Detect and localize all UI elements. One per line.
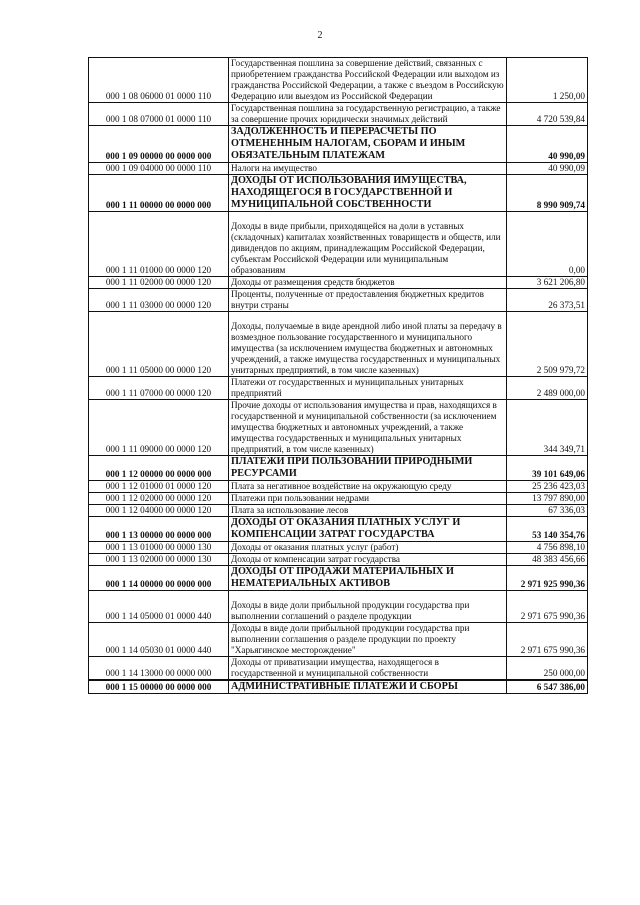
row-amount: 67 336,03 [507,505,588,517]
budget-code: 000 1 14 00000 00 0000 000 [89,566,229,591]
budget-code: 000 1 11 02000 00 0000 120 [89,277,229,289]
budget-code: 000 1 12 04000 00 0000 120 [89,505,229,517]
row-amount: 8 990 909,74 [507,175,588,212]
table-row [89,542,588,554]
revenue-table [88,57,588,694]
row-description: ДОХОДЫ ОТ ИСПОЛЬЗОВАНИЯ ИМУЩЕСТВА, НАХОДЯЩЕГОСЯ В ГОСУДАРСТВЕННОЙ И МУНИЦИПАЛЬНОЙ СОБСТВЕННОСТИ [229,175,507,212]
row-amount: 4 756 898,10 [507,542,588,554]
table-row [89,400,588,456]
table-row [89,163,588,175]
budget-code: 000 1 14 05030 01 0000 440 [89,623,229,657]
row-description: ЗАДОЛЖЕННОСТЬ И ПЕРЕРАСЧЕТЫ ПО ОТМЕНЕННЫМ НАЛОГАМ, СБОРАМ И ИНЫМ ОБЯЗАТЕЛЬНЫМ ПЛАТЕЖАМ [229,126,507,163]
row-description: Прочие доходы от использования имущества и прав, находящихся в государственной и муниципальной собственности (за исключением имущества бюджетных и автономных учреждений, а также имущества государственных и муниципальных унитарных предприятий, в том числе казенных) [229,400,507,456]
budget-code: 000 1 09 04000 00 0000 110 [89,163,229,175]
table-row [89,554,588,566]
row-description: Доходы в виде доли прибыльной продукции государства при выполнении соглашения о разделе продукции по проекту "Харьягинское месторождение" [229,623,507,657]
row-amount: 2 509 979,72 [507,312,588,377]
table-row-section [89,566,588,591]
budget-code: 000 1 12 02000 00 0000 120 [89,493,229,505]
row-amount: 48 383 456,66 [507,554,588,566]
row-description: Плата за негативное воздействие на окружающую среду [229,481,507,493]
table-row-section [89,126,588,163]
budget-code: 000 1 14 13000 00 0000 000 [89,657,229,681]
row-amount: 2 971 925 990,36 [507,566,588,591]
row-amount: 25 236 423,03 [507,481,588,493]
row-amount: 26 373,51 [507,289,588,312]
table-row-section [89,517,588,542]
row-description: Государственная пошлина за совершение действий, связанных с приобретением гражданства Российской Федерации или выходом из гражданства Российской Федерации, а также с въездом в Российскую Федерацию или выездом из Российской Федерации [229,58,507,103]
row-amount: 6 547 386,00 [507,680,588,694]
revenue-table-container [88,57,587,694]
row-amount: 2 971 675 990,36 [507,591,588,623]
budget-code: 000 1 08 06000 01 0000 110 [89,58,229,103]
row-amount: 40 990,09 [507,126,588,163]
table-row [89,481,588,493]
row-amount: 3 621 206,80 [507,277,588,289]
row-description: Доходы, получаемые в виде арендной либо иной платы за передачу в возмездное пользование государственного и муниципального имущества (за исключением имущества бюджетных и автономных учреждений, а также имущества государственных и муниципальных унитарных предприятий, в том числе казенных) [229,312,507,377]
budget-code: 000 1 11 07000 00 0000 120 [89,377,229,400]
row-description: Доходы от оказания платных услуг (работ) [229,542,507,554]
table-row-section [89,175,588,212]
row-description: ДОХОДЫ ОТ ПРОДАЖИ МАТЕРИАЛЬНЫХ И НЕМАТЕРИАЛЬНЫХ АКТИВОВ [229,566,507,591]
budget-code: 000 1 11 03000 00 0000 120 [89,289,229,312]
table-row [89,623,588,657]
table-row [89,58,588,103]
budget-code: 000 1 09 00000 00 0000 000 [89,126,229,163]
row-description: Доходы в виде прибыли, приходящейся на доли в уставных (складочных) капиталах хозяйственных товариществ и обществ, или дивидендов по акциям, принадлежащим Российской Федерации, субъектам Российской Федерации или муниципальным образованиям [229,212,507,277]
budget-code: 000 1 11 09000 00 0000 120 [89,400,229,456]
row-description: Плата за использование лесов [229,505,507,517]
table-row [89,591,588,623]
budget-code: 000 1 14 05000 01 0000 440 [89,591,229,623]
row-amount: 1 250,00 [507,58,588,103]
budget-code: 000 1 11 00000 00 0000 000 [89,175,229,212]
row-amount: 13 797 890,00 [507,493,588,505]
row-amount: 39 101 649,06 [507,456,588,481]
row-amount: 40 990,09 [507,163,588,175]
budget-code: 000 1 13 01000 00 0000 130 [89,542,229,554]
row-description: Проценты, полученные от предоставления бюджетных кредитов внутри страны [229,289,507,312]
row-description: Платежи при пользовании недрами [229,493,507,505]
table-row-section [89,680,588,694]
row-amount: 250 000,00 [507,657,588,681]
table-row [89,277,588,289]
budget-code: 000 1 13 02000 00 0000 130 [89,554,229,566]
row-description: Государственная пошлина за государственную регистрацию, а также за совершение прочих юридически значимых действий [229,103,507,126]
page-number: 2 [317,30,323,41]
table-row [89,377,588,400]
row-description: ДОХОДЫ ОТ ОКАЗАНИЯ ПЛАТНЫХ УСЛУГ И КОМПЕНСАЦИИ ЗАТРАТ ГОСУДАРСТВА [229,517,507,542]
table-row [89,289,588,312]
table-row-section [89,456,588,481]
row-description: Доходы от компенсации затрат государства [229,554,507,566]
row-description: Налоги на имущество [229,163,507,175]
row-amount: 2 489 000,00 [507,377,588,400]
table-row [89,103,588,126]
row-description: Платежи от государственных и муниципальных унитарных предприятий [229,377,507,400]
table-row [89,493,588,505]
budget-code: 000 1 11 05000 00 0000 120 [89,312,229,377]
row-description: Доходы в виде доли прибыльной продукции государства при выполнении соглашений о разделе продукции [229,591,507,623]
row-description: АДМИНИСТРАТИВНЫЕ ПЛАТЕЖИ И СБОРЫ [229,680,507,694]
table-row [89,312,588,377]
row-amount: 53 140 354,76 [507,517,588,542]
table-row [89,505,588,517]
budget-code: 000 1 12 00000 00 0000 000 [89,456,229,481]
row-amount: 4 720 539,84 [507,103,588,126]
budget-code: 000 1 11 01000 00 0000 120 [89,212,229,277]
budget-code: 000 1 15 00000 00 0000 000 [89,680,229,694]
row-amount: 344 349,71 [507,400,588,456]
row-amount: 2 971 675 990,36 [507,623,588,657]
row-amount: 0,00 [507,212,588,277]
row-description: Доходы от размещения средств бюджетов [229,277,507,289]
budget-code: 000 1 12 01000 01 0000 120 [89,481,229,493]
row-description: Доходы от приватизации имущества, находящегося в государственной и муниципальной собственности [229,657,507,681]
row-description: ПЛАТЕЖИ ПРИ ПОЛЬЗОВАНИИ ПРИРОДНЫМИ РЕСУРСАМИ [229,456,507,481]
table-row [89,657,588,681]
budget-code: 000 1 08 07000 01 0000 110 [89,103,229,126]
table-row [89,212,588,277]
budget-code: 000 1 13 00000 00 0000 000 [89,517,229,542]
